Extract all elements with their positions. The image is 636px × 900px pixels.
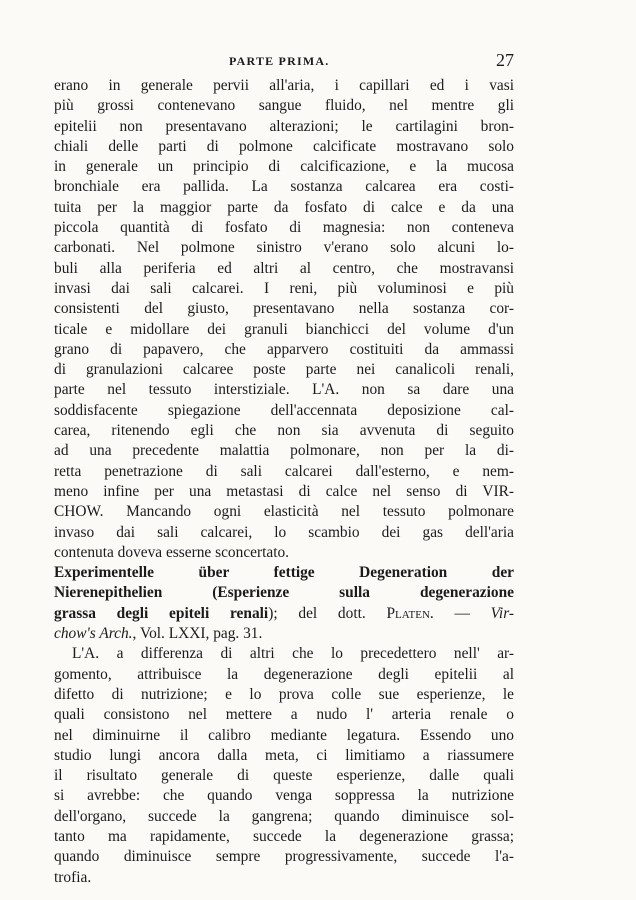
text-line: studio lungi ancora dalla meta, ci limitiamo a riassumere: [54, 746, 514, 764]
page-header: [54, 50, 514, 72]
text-line: ticale e midollare dei granuli bianchicci del volume d'un: [54, 320, 514, 338]
article-title-punct: ); del dott.: [268, 604, 387, 622]
paragraph-1: [54, 76, 514, 563]
text-line: nel diminuirne il calibro mediante legatura. Essendo uno: [54, 726, 514, 744]
page-number: 27: [496, 50, 514, 70]
text-line: tuita per la maggior parte da fosfato di calce e da una: [54, 198, 514, 216]
paragraph-2: [54, 644, 514, 888]
text-line: dell'organo, succede la gangrena; quando diminuisce sol-: [54, 807, 514, 825]
text-line: bronchiale era pallida. La sostanza calcarea era costi-: [54, 178, 514, 196]
text-line: contenuta doveva esserne sconcertato.: [54, 543, 290, 561]
text-line: tanto ma rapidamente, succede la degenerazione grassa;: [54, 827, 514, 845]
text-line: parte nel tessuto interstiziale. L'A. non sa dare una: [54, 381, 514, 399]
text-line: erano in generale pervii all'aria, i capillari ed i vasi: [54, 77, 514, 94]
text-line: quando diminuisce sempre progressivamente, succede l'a-: [54, 848, 514, 866]
text-line: epitelii non presentavano alterazioni; le cartilagini bron-: [54, 117, 514, 135]
text-line: piccola quantità di fosfato di magnesia: non conteneva: [54, 219, 514, 237]
text-line: si avrebbe: che quando venga soppressa la nutrizione: [54, 787, 514, 805]
text-line: difetto di nutrizione; e lo prova colle sue esperienze, le: [54, 685, 514, 703]
running-head: PARTE PRIMA.: [229, 54, 330, 68]
article-title-end: grassa degli epiteli renali: [54, 604, 269, 622]
text-line: chiali delle parti di polmone calcificate mostravano solo: [54, 137, 514, 155]
text-line: meno infine per una metastasi di calce nel senso di VIR-: [54, 482, 514, 500]
article-citation-line: [54, 624, 514, 644]
text-line: soddisfacente spiegazione dell'accennata deposizione cal-: [54, 401, 514, 419]
text-line: di granulazioni calcaree poste parte nei canalicoli renali,: [54, 361, 514, 379]
article-title-line-2: Nierenepithelien (Esperienze sulla degenerazione: [54, 584, 514, 602]
text-line: carbonati. Nel polmone sinistro v'erano solo alcuni lo-: [54, 239, 514, 257]
text-line: invaso dai sali calcarei, lo scambio dei gas dell'aria: [54, 523, 514, 541]
text-line: gomento, attribuisce la degenerazione degli epitelii al: [54, 665, 514, 683]
article-author: Platen: [386, 604, 430, 622]
journal-name-b: chow's Arch.: [54, 625, 133, 643]
text-line: più grossi contenevano sangue fluido, nel mentre gli: [54, 97, 514, 115]
text-line: in generale un principio di calcificazione, e la mucosa: [54, 158, 514, 176]
article-title-line-1: Experimentelle über fettige Degeneration der: [54, 564, 514, 582]
text-line: ad una precedente malattia polmonare, non per la di-: [54, 442, 514, 460]
text-line: trofia.: [54, 868, 92, 886]
text-line: quali consistono nel mettere a nudo l' arteria renale o: [54, 706, 514, 724]
text-line: buli alla periferia ed altri al centro, che mostravansi: [54, 259, 514, 277]
text-line: carea, ritenendo egli che non sia avvenuta di seguito: [54, 422, 514, 440]
text-line: L'A. a differenza di altri che lo precedettero nell' ar-: [72, 645, 514, 663]
journal-name-a: Vir-: [490, 604, 514, 622]
text-line: grano di papavero, che apparvero costituiti da ammassi: [54, 340, 514, 358]
page-body: [54, 76, 514, 888]
text-line: consistenti del giusto, presentavano nella sostanza cor-: [54, 300, 514, 318]
text-line: il risultato generale di queste esperienze, dalle quali: [54, 767, 514, 785]
text-line: retta penetrazione di sali calcarei dall'esterno, e nem-: [54, 462, 514, 480]
article-title-line-3: [54, 604, 514, 624]
text-line: CHOW. Mancando ogni elasticità nel tessuto polmonare: [54, 503, 514, 521]
article-dash: . —: [429, 604, 491, 622]
citation-details: , Vol. LXXI, pag. 31.: [132, 625, 263, 643]
text-line: invasi dai sali calcarei. I reni, più voluminosi e più: [54, 279, 514, 297]
article-heading: [54, 563, 514, 644]
